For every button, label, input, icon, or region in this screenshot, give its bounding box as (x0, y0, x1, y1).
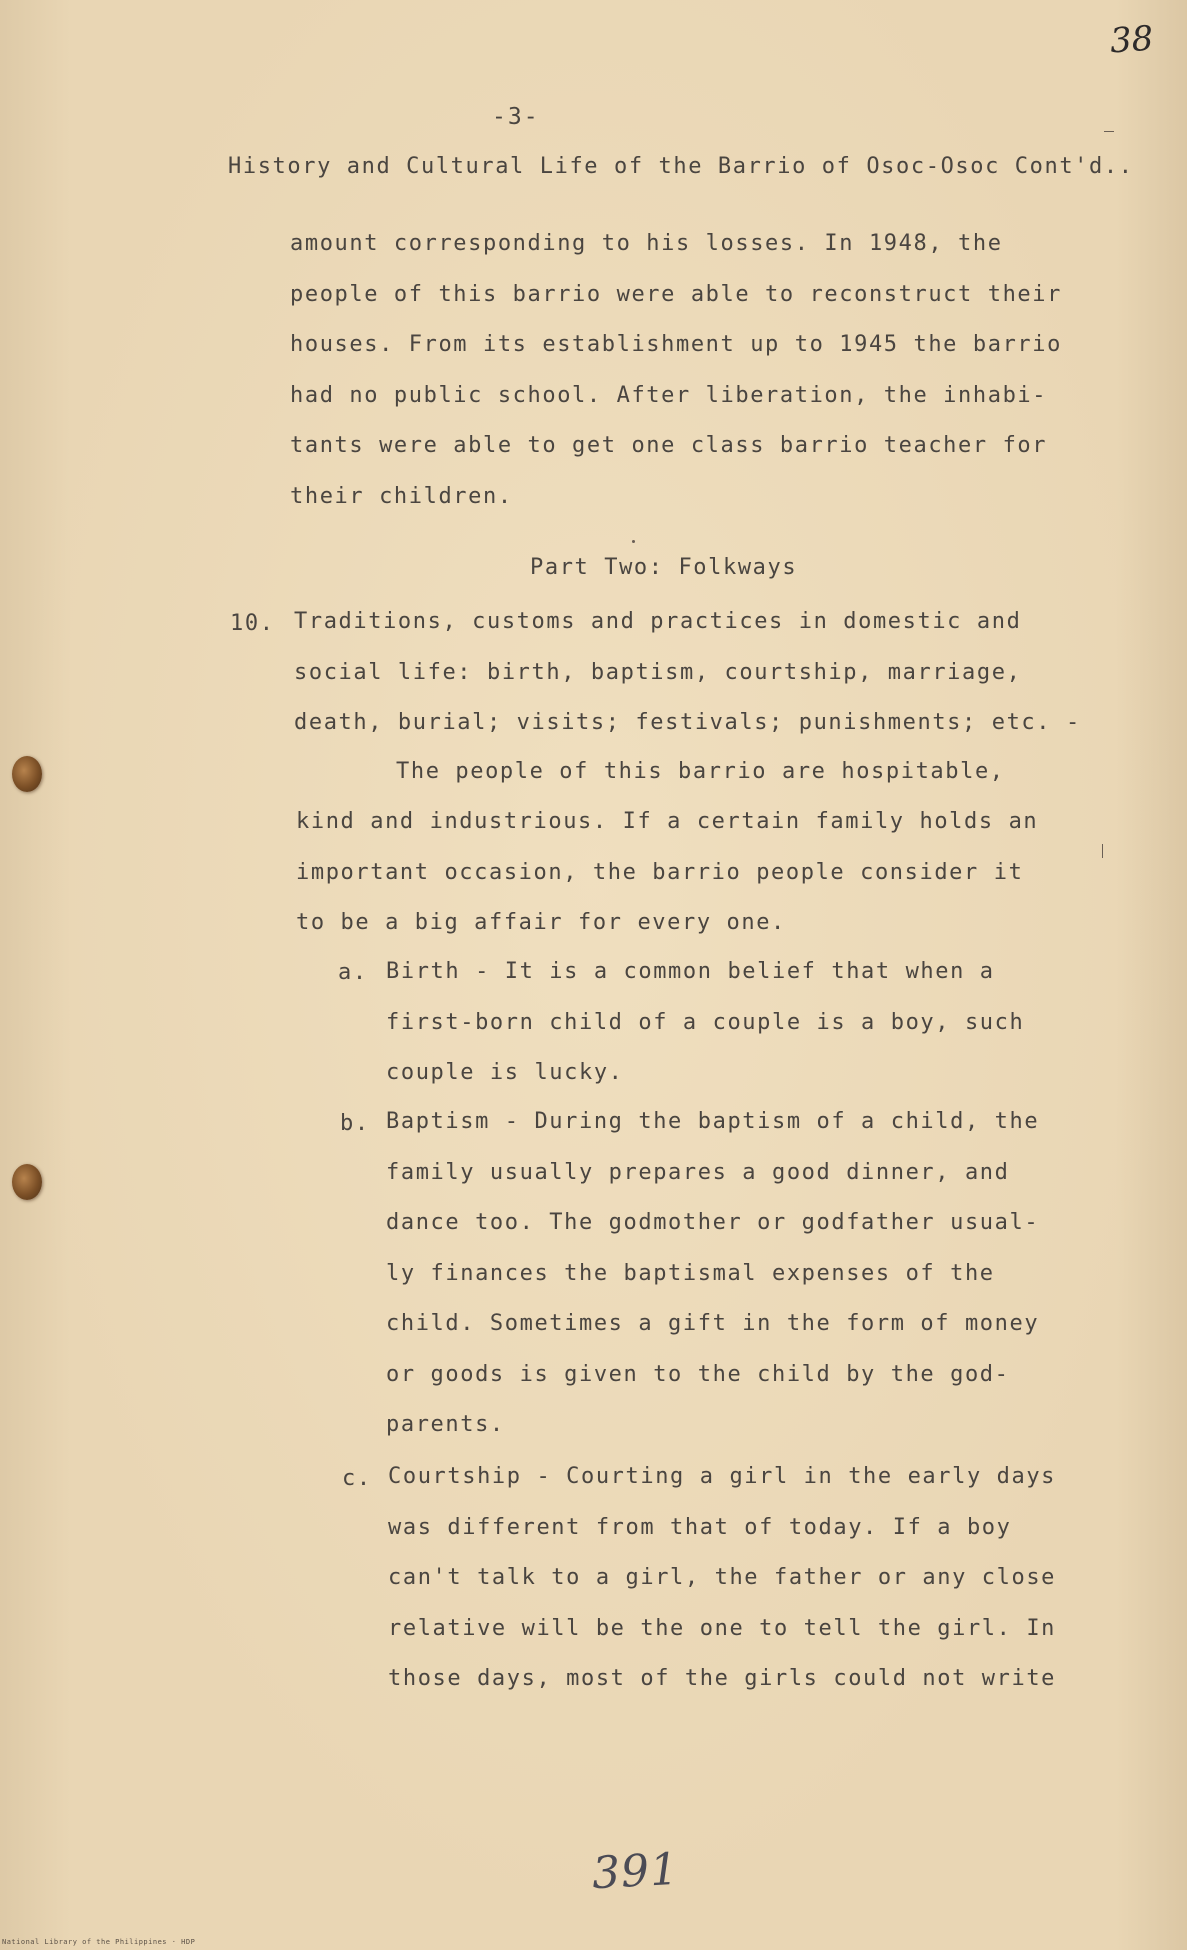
item-title-line: death, burial; visits; festivals; punishments; etc. - (294, 710, 1081, 735)
sub-item-line: family usually prepares a good dinner, and (386, 1159, 1010, 1185)
typed-page-number: -3- (492, 104, 540, 130)
intro-line: tants were able to get one class barrio teacher for (290, 433, 1048, 458)
sub-item-line: can't talk to a girl, the father or any close (388, 1565, 1057, 1590)
item-title-line: Traditions, customs and practices in domestic and (294, 609, 1022, 634)
sub-item-line: ly finances the baptismal expenses of the (386, 1260, 995, 1286)
handwritten-page-number: 38 (1108, 18, 1155, 62)
stray-mark (1104, 131, 1114, 132)
sub-item-baptism (386, 1097, 1039, 1451)
paragraph-line: to be a big affair for every one. (296, 910, 786, 935)
footer-credit: National Library of the Philippines · HDP (2, 1938, 196, 1946)
stray-mark (1102, 844, 1103, 858)
sub-item-line: child. Sometimes a gift in the form of money (386, 1311, 1040, 1336)
item-10-title (294, 597, 1081, 749)
punch-hole-upper (12, 756, 42, 792)
sub-item-line: was different from that of today. If a boy (388, 1514, 1012, 1540)
punch-hole-lower (12, 1164, 42, 1200)
sub-item-line: or goods is given to the child by the god- (386, 1361, 1010, 1387)
intro-line: amount corresponding to his losses. In 1948, the (290, 231, 1003, 256)
sub-item-line: Courtship - Courting a girl in the early days (388, 1464, 1057, 1489)
paragraph-line: important occasion, the barrio people consider it (296, 859, 1024, 885)
sub-item-line: dance too. The godmother or godfather usual- (386, 1210, 1040, 1235)
sub-item-letter: a. (338, 960, 368, 985)
sub-item-letter: c. (342, 1466, 372, 1491)
sub-item-letter: b. (340, 1111, 370, 1136)
part-heading: Part Two: Folkways (530, 555, 798, 580)
document-header: History and Cultural Life of the Barrio of Osoc-Osoc Cont'd.. (228, 154, 1134, 179)
item-number: 10. (230, 611, 275, 636)
stray-mark (632, 540, 635, 543)
paragraph-line: The people of this barrio are hospitable, (396, 759, 1005, 784)
sub-item-courtship (388, 1452, 1056, 1705)
sub-item-line: those days, most of the girls could not write (388, 1666, 1057, 1691)
item-10-paragraph-first-line (396, 747, 1005, 798)
sub-item-line: relative will be the one to tell the girl. In (388, 1615, 1057, 1641)
archive-stamp-number: 391 (590, 1843, 681, 1900)
intro-line: houses. From its establishment up to 1945 the barrio (290, 332, 1062, 357)
sub-item-line: couple is lucky. (386, 1060, 624, 1085)
intro-paragraph (290, 219, 1062, 522)
paragraph-line: kind and industrious. If a certain family holds an (296, 809, 1039, 834)
sub-item-line: Baptism - During the baptism of a child, the (386, 1109, 1040, 1134)
intro-line: people of this barrio were able to reconstruct their (290, 281, 1062, 307)
sub-item-line: first-born child of a couple is a boy, such (386, 1009, 1025, 1035)
sub-item-birth (386, 947, 1024, 1099)
intro-line: had no public school. After liberation, the inhabi- (290, 382, 1048, 408)
item-10-paragraph (296, 797, 1038, 949)
intro-line: their children. (290, 483, 513, 509)
sub-item-line: Birth - It is a common belief that when a (386, 959, 995, 984)
item-title-line: social life: birth, baptism, courtship, marriage, (294, 659, 1022, 685)
sub-item-line: parents. (386, 1412, 505, 1437)
